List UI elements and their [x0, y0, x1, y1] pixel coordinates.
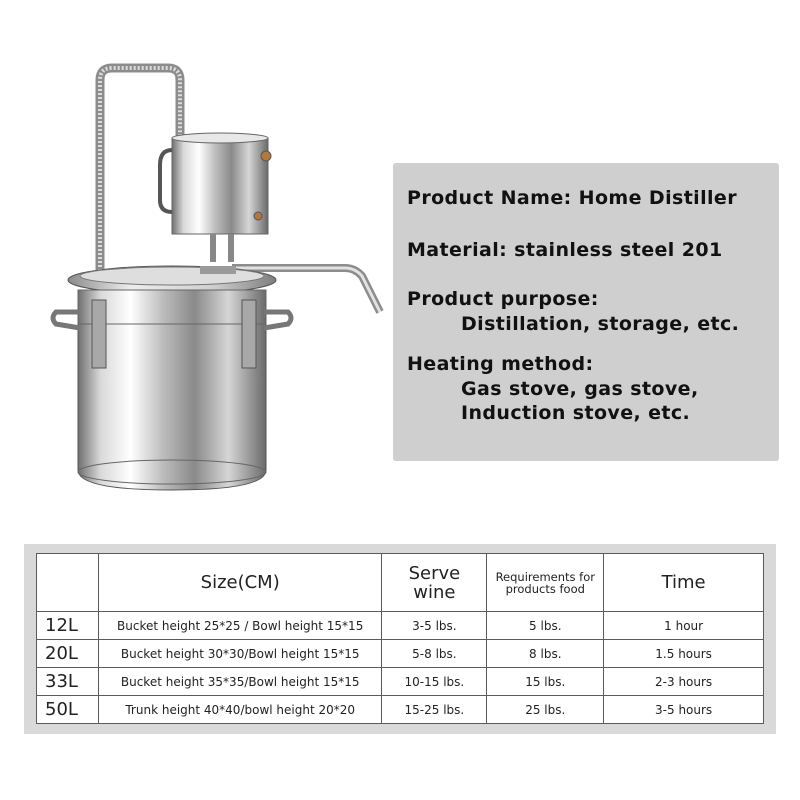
size-cell: Bucket height 30*30/Bowl height 15*15 — [98, 640, 382, 668]
time-cell: 1 hour — [604, 612, 764, 640]
food-cell: 8 lbs. — [487, 640, 604, 668]
header-time: Time — [604, 554, 764, 612]
header-requirements-line-2: products food — [505, 581, 585, 596]
capacity-cell: 50L — [37, 696, 99, 724]
product-name-text: Product Name: Home Distiller — [407, 187, 737, 209]
product-info-box — [393, 163, 779, 461]
food-cell: 5 lbs. — [487, 612, 604, 640]
header-requirements — [487, 554, 604, 612]
header-serve-wine-line-1: Serve — [408, 562, 461, 584]
table-row — [37, 668, 764, 696]
size-cell: Trunk height 40*40/bowl height 20*20 — [98, 696, 382, 724]
heating-line-2: Induction stove, etc. — [461, 402, 691, 424]
size-cell: Bucket height 25*25 / Bowl height 15*15 — [98, 612, 382, 640]
header-blank — [37, 554, 99, 612]
header-serve-wine-line-2: wine — [413, 581, 456, 603]
food-cell: 15 lbs. — [487, 668, 604, 696]
wine-cell: 15-25 lbs. — [382, 696, 487, 724]
spec-table-header — [37, 554, 764, 612]
wine-cell: 5-8 lbs. — [382, 640, 487, 668]
capacity-cell: 12L — [37, 612, 99, 640]
size-cell: Bucket height 35*35/Bowl height 15*15 — [98, 668, 382, 696]
purpose-label: Product purpose: — [407, 288, 599, 310]
wine-cell: 3-5 lbs. — [382, 612, 487, 640]
capacity-cell: 33L — [37, 668, 99, 696]
table-row — [37, 696, 764, 724]
header-serve-wine — [382, 554, 487, 612]
heating-line-1: Gas stove, gas stove, — [461, 378, 699, 400]
header-size: Size(CM) — [98, 554, 382, 612]
condenser-cup — [160, 133, 271, 262]
header-requirements-line-1: Requirements for — [495, 569, 595, 584]
spec-table — [36, 553, 764, 724]
capacity-cell: 20L — [37, 640, 99, 668]
food-cell: 25 lbs. — [487, 696, 604, 724]
wine-cell: 10-15 lbs. — [382, 668, 487, 696]
purpose-value: Distillation, storage, etc. — [461, 313, 740, 335]
table-row — [37, 612, 764, 640]
time-cell: 2-3 hours — [604, 668, 764, 696]
coil-pipe — [100, 68, 180, 275]
distiller-product-image — [40, 55, 400, 505]
heating-label: Heating method: — [407, 353, 594, 375]
time-cell: 1.5 hours — [604, 640, 764, 668]
table-row — [37, 640, 764, 668]
time-cell: 3-5 hours — [604, 696, 764, 724]
material-text: Material: stainless steel 201 — [407, 239, 723, 261]
